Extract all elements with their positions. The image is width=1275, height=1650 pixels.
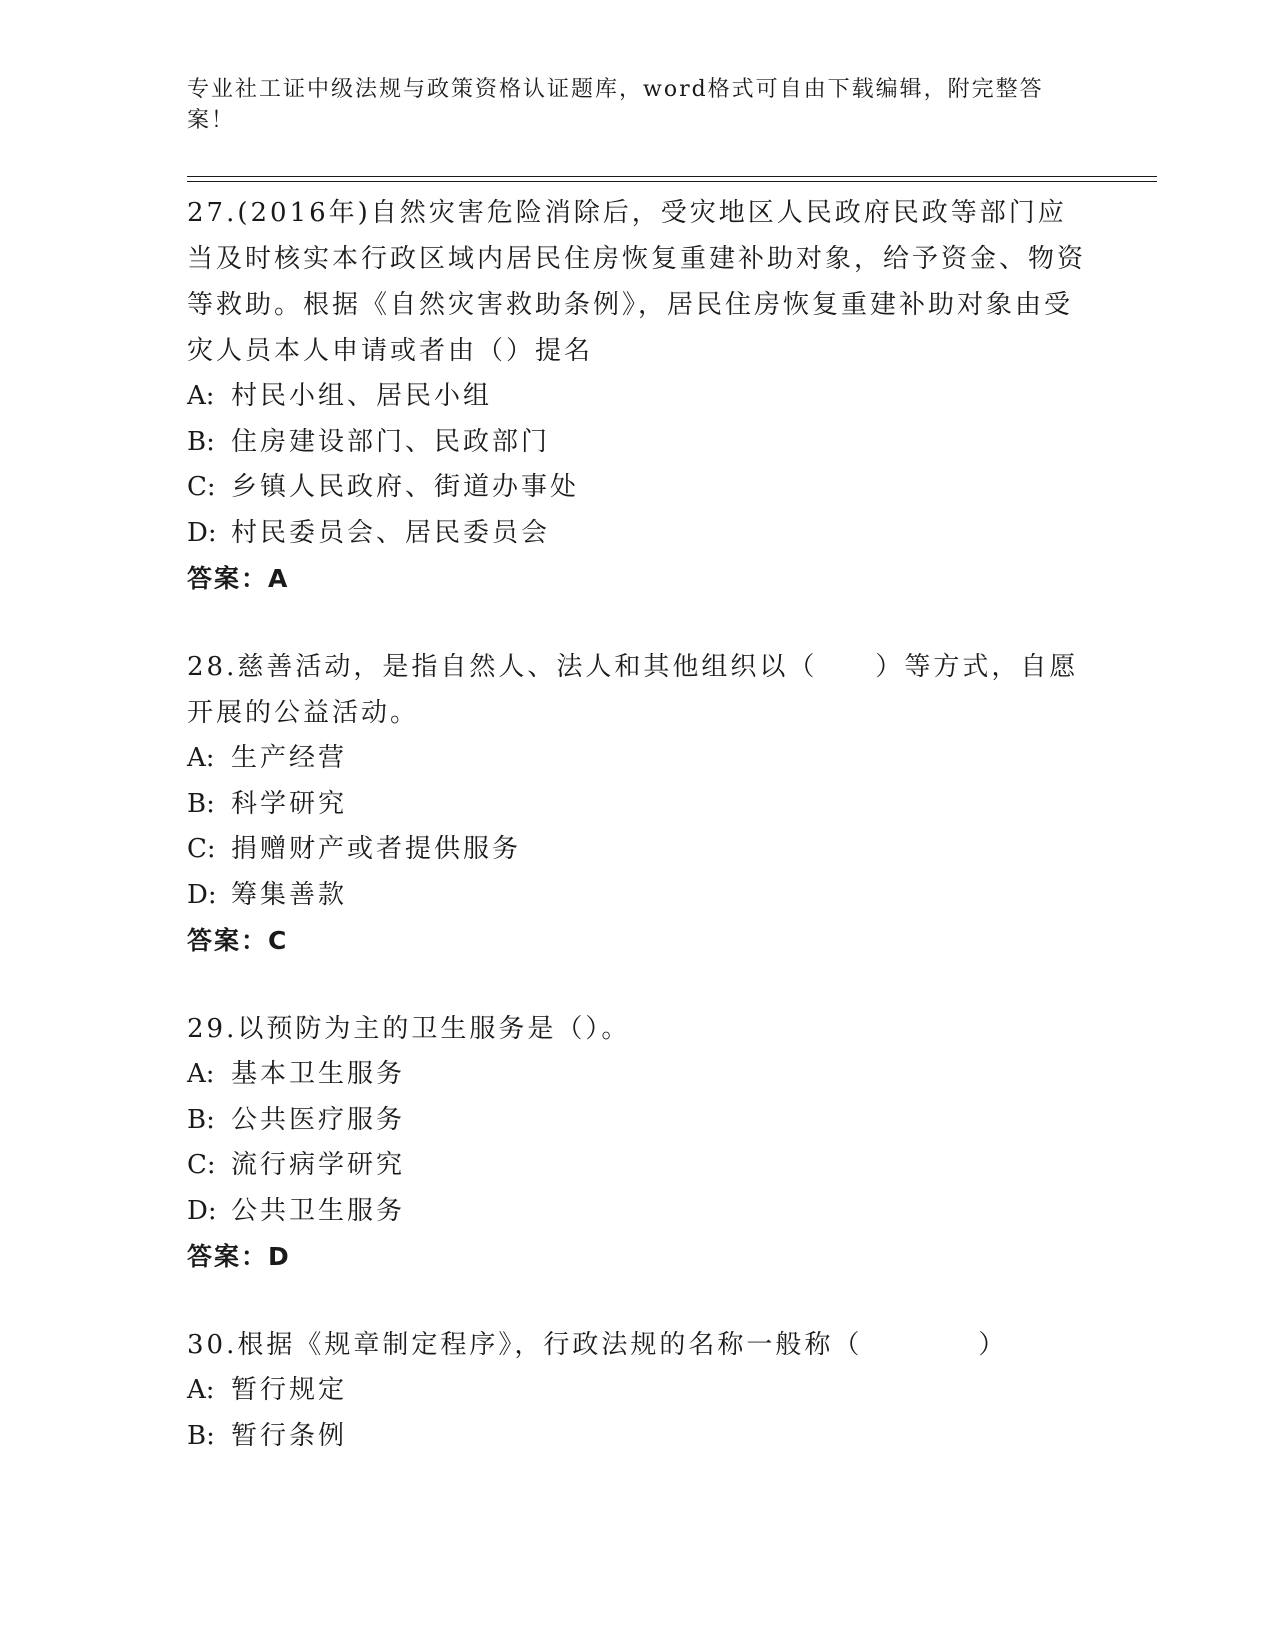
option-letter: B:	[187, 788, 215, 819]
question-27	[187, 190, 1087, 602]
option-text: 乡镇人民政府、街道办事处	[231, 472, 580, 502]
option-letter: A:	[187, 1375, 215, 1405]
option-d	[187, 511, 1087, 557]
option-c	[187, 465, 1087, 511]
option-b	[187, 420, 1087, 466]
option-a	[187, 1368, 1087, 1414]
option-text: 生产经营	[231, 743, 348, 773]
option-text: 流行病学研究	[231, 1150, 406, 1180]
option-b	[187, 782, 1087, 828]
question-29	[187, 1006, 1087, 1280]
option-text: 村民小组、居民小组	[231, 381, 493, 411]
option-c	[187, 1143, 1087, 1189]
option-letter: A:	[187, 381, 215, 411]
option-letter: D:	[187, 879, 217, 910]
option-text: 捐赠财产或者提供服务	[231, 834, 522, 864]
option-text: 基本卫生服务	[231, 1059, 406, 1089]
header-divider-top	[187, 176, 1157, 177]
option-letter: C:	[187, 472, 216, 502]
question-list	[187, 190, 1087, 1459]
question-30	[187, 1322, 1087, 1459]
option-text: 公共医疗服务	[231, 1104, 406, 1135]
page-header: 专业社工证中级法规与政策资格认证题库，word格式可自由下载编辑，附完整答案！	[187, 77, 1044, 133]
option-letter: B:	[187, 426, 215, 457]
option-text: 科学研究	[231, 788, 348, 819]
option-b	[187, 1098, 1087, 1144]
option-letter: D:	[187, 1195, 217, 1226]
answer: 答案：C	[187, 926, 289, 955]
option-b	[187, 1414, 1087, 1460]
option-text: 暂行规定	[231, 1375, 348, 1405]
question-spacer	[187, 602, 1087, 644]
option-text: 住房建设部门、民政部门	[231, 426, 551, 457]
question-stem: 28.慈善活动，是指自然人、法人和其他组织以（ ）等方式，自愿开展的公益活动。	[187, 652, 1079, 728]
header-divider-bottom	[187, 181, 1157, 182]
option-letter: B:	[187, 1420, 215, 1451]
option-a	[187, 736, 1087, 782]
option-letter: C:	[187, 1150, 216, 1180]
option-a	[187, 374, 1087, 420]
option-text: 筹集善款	[231, 879, 348, 910]
question-stem: 29.以预防为主的卫生服务是（）。	[187, 1014, 631, 1044]
option-text: 暂行条例	[231, 1420, 348, 1451]
option-d	[187, 1189, 1087, 1235]
question-spacer	[187, 964, 1087, 1006]
option-letter: C:	[187, 834, 216, 864]
question-stem: 27.(2016年)自然灾害危险消除后，受灾地区人民政府民政等部门应当及时核实本行政区域内居民住房恢复重建补助对象，给予资金、物资等救助。根据《自然灾害救助条例》，居民住房恢复重建补助对象由受灾人员本人申请或者由（）提名	[187, 198, 1087, 366]
answer: 答案：A	[187, 564, 290, 593]
answer: 答案：D	[187, 1242, 291, 1271]
question-spacer	[187, 1280, 1087, 1322]
option-text: 村民委员会、居民委员会	[231, 517, 551, 548]
question-stem: 30.根据《规章制定程序》，行政法规的名称一般称（ ）	[187, 1330, 1008, 1360]
option-letter: B:	[187, 1104, 215, 1135]
question-28	[187, 644, 1087, 964]
option-text: 公共卫生服务	[231, 1195, 406, 1226]
option-d	[187, 873, 1087, 919]
option-letter: A:	[187, 1059, 215, 1089]
option-a	[187, 1052, 1087, 1098]
option-letter: D:	[187, 517, 217, 548]
option-letter: A:	[187, 743, 215, 773]
option-c	[187, 827, 1087, 873]
